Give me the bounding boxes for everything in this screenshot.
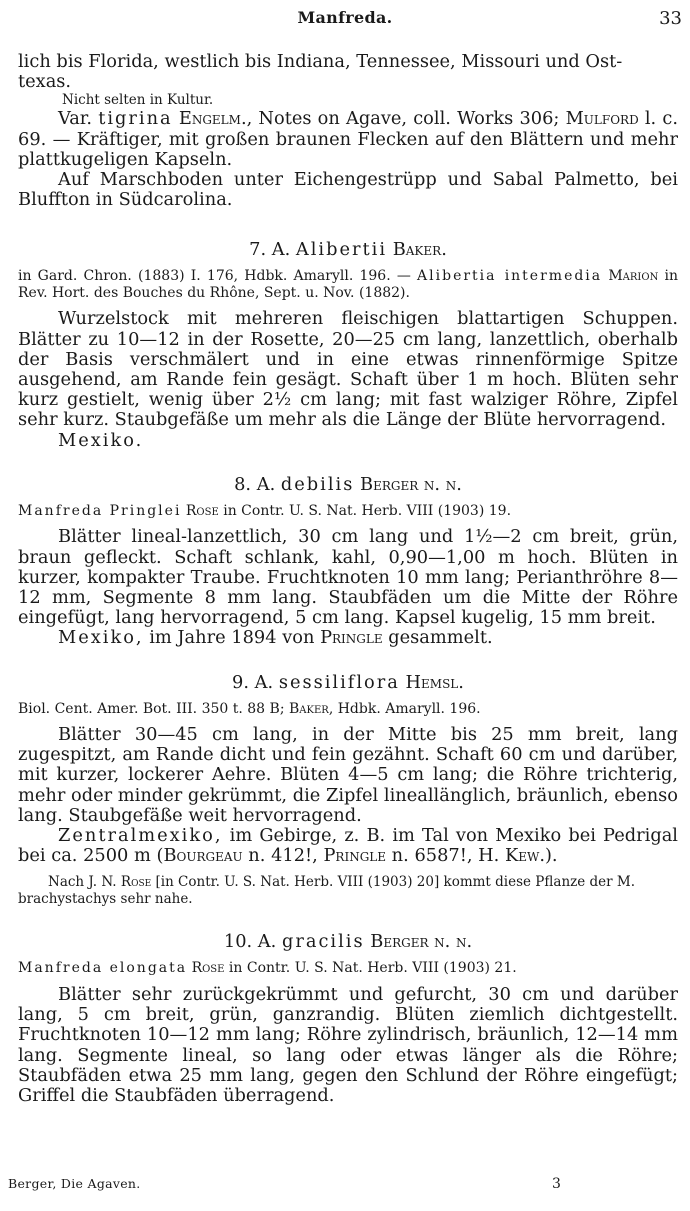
species-epithet: debilis <box>280 473 355 495</box>
citation-text: in Gard. Chron. (1883) I. 176, Hdbk. Amaryll. 196. — <box>18 268 411 285</box>
variety-citation: , Notes on Agave, coll. Works 306; <box>246 108 560 130</box>
locality-text: im Jahre 1894 von <box>149 627 315 649</box>
citation-source: in Contr. U. S. Nat. Herb. VIII (1903) 21. <box>228 960 517 977</box>
citation-source: , Hdbk. Amaryll. 196. <box>328 700 481 717</box>
citation-author: Rose <box>185 502 219 519</box>
species-heading-8 <box>18 475 678 495</box>
page-footer <box>0 1176 690 1200</box>
locality-end: gesammelt. <box>388 627 493 649</box>
note-text: [in Contr. U. S. Nat. Herb. VIII (1903) 20] kommt diese Pflanze der M. brachystachys sehr nahe. <box>18 874 636 908</box>
variety-author: Engelm. <box>178 108 247 130</box>
species-number: 8. A. <box>234 473 276 495</box>
continued-line-2: texas. <box>18 71 72 93</box>
collector-number: n. 412!, <box>242 845 318 867</box>
locality-text: im Gebirge, z. B. im Tal von Mexiko bei Pedrigal bei ca. 2500 m ( <box>18 825 678 867</box>
species-epithet: Alibertii <box>295 239 388 261</box>
citation-synonym: Manfreda Pringlei <box>18 502 182 519</box>
variety-prefix: Var. <box>58 108 93 130</box>
collector-number: n. 6587!, H. <box>386 845 500 867</box>
cultivation-note: Nicht selten in Kultur. <box>62 92 214 109</box>
species-locality-9 <box>18 826 678 866</box>
locality-name: Mexiko, <box>58 627 144 649</box>
species-description-7: Wurzelstock mit mehreren fleischigen blattartigen Schuppen. Blätter zu 10—12 in der Rosette, 20—25 cm lang, lanzettlich, oberhalb der Basis verschmälert und in eine etwas rinnenförmige Spitze ausgehend, am Rande fein gesägt. Schaft über 1 m hoch. Blüten sehr kurz gestielt, wenig über 2½ cm lang; mit fast walziger Röhre, Zipfel sehr kurz. Staubgefäße um mehr als die Länge der Blüte hervorragend. <box>18 308 678 431</box>
species-description-8: Blätter lineal-lanzettlich, 30 cm lang und 1½—2 cm breit, grün, braun gefleckt. Schaft schlank, kahl, 0,90—1,00 m hoch. Blüten in kurzer, kompakter Traube. Fruchtknoten 10 mm lang; Perianthröhre 8—12 mm, Segmente 8 mm lang. Staubfäden um die Mitte der Röhre eingefügt, lang hervorragend, 5 cm lang. Kapsel kugelig, 15 mm breit. <box>18 526 678 629</box>
species-description-9: Blätter 30—45 cm lang, in der Mitte bis 25 mm breit, lang zugespitzt, am Rande dicht und fein gezähnt. Schaft 60 cm und darüber, mit kurzer, lockerer Aehre. Blüten 4—5 cm lang; die Röhre trichterig, mehr oder minder gekrümmt, die Zipfel lineallänglich, bräunlich, ebenso lang. Staubgefäße weit hervorragend. <box>18 724 678 826</box>
species-citation-10 <box>18 960 678 977</box>
herbarium-name: Kew. <box>504 845 545 867</box>
locality-end: ). <box>545 845 558 867</box>
citation-author: Baker <box>289 700 329 717</box>
species-number: 9. A. <box>232 671 274 693</box>
note-text: Nach J. N. <box>48 874 117 891</box>
species-epithet: sessiliflora <box>278 671 400 693</box>
species-citation-9 <box>18 701 678 718</box>
citation-synonym: Alibertia intermedia <box>417 268 603 285</box>
species-author: Berger n. n. <box>360 473 462 495</box>
species-note-9 <box>18 874 678 908</box>
species-author: Baker. <box>392 239 447 261</box>
variety-name: tigrina <box>98 108 173 130</box>
note-author: Rose <box>120 874 152 891</box>
variety-description: l. c. 69. — Kräftiger, mit großen braunen Flecken auf den Blättern und mehr plattkugeligen Kapseln. <box>18 108 678 170</box>
citation-source: in Contr. U. S. Nat. Herb. VIII (1903) 19. <box>223 502 512 519</box>
running-head <box>0 8 690 30</box>
species-heading-9 <box>18 673 678 693</box>
species-number: 10. A. <box>223 931 277 953</box>
continued-line-1: lich bis Florida, westlich bis Indiana, Tennessee, Missouri und Ost- <box>18 51 623 72</box>
species-heading-10 <box>18 932 678 952</box>
citation-source: in Rev. Hort. des Bouches du Rhône, Sept. u. Nov. (1882). <box>18 268 679 301</box>
species-description-10: Blätter sehr zurückgekrümmt und gefurcht, 30 cm und darüber lang, 5 cm breit, grün, ganzrandig. Blüten ziemlich dichtgestellt. Fruchtknoten 10—12 mm lang; Röhre zylindrisch, bräunlich, 12—14 mm lang. Segmente lineal, so lang oder etwas länger als die Röhre; Staubfäden etwa 25 mm lang, gegen den Schlund der Röhre eingefügt; Griffel die Staubfäden überragend. <box>18 983 678 1106</box>
citation-synonym: Manfreda elongata <box>18 960 188 977</box>
species-citation-8 <box>18 503 678 520</box>
species-citation-7 <box>18 268 678 301</box>
species-author: Berger n. n. <box>370 931 473 953</box>
species-epithet: gracilis <box>281 931 365 953</box>
citation-author: Marion <box>608 268 659 285</box>
species-locality-7: Mexiko. <box>58 429 144 451</box>
footer-sheet-number: 3 <box>552 1176 561 1192</box>
page-content <box>18 52 678 1106</box>
page-number: 33 <box>659 8 682 29</box>
habitat-paragraph: Auf Marschboden unter Eichengestrüpp und Sabal Palmetto, bei Bluffton in Südcarolina. <box>18 169 678 211</box>
citation-text: Biol. Cent. Amer. Bot. III. 350 t. 88 B; <box>18 700 285 717</box>
species-number: 7. A. <box>249 239 291 261</box>
variety-paragraph <box>18 109 678 170</box>
species-author: Hemsl. <box>405 671 464 693</box>
species-locality-8 <box>18 628 678 648</box>
locality-name: Zentralmexiko, <box>58 825 223 847</box>
collector-name: Pringle <box>323 845 387 867</box>
footer-signature: Berger, Die Agaven. <box>8 1176 141 1191</box>
citation-author: Rose <box>191 960 225 977</box>
running-title: Manfreda. <box>297 8 393 27</box>
continued-text <box>18 52 678 92</box>
species-heading-7 <box>18 240 678 260</box>
collector-name: Bourgeau <box>163 845 243 867</box>
collector-name: Pringle <box>320 627 383 649</box>
variety-author-2: Mulford <box>565 108 639 130</box>
